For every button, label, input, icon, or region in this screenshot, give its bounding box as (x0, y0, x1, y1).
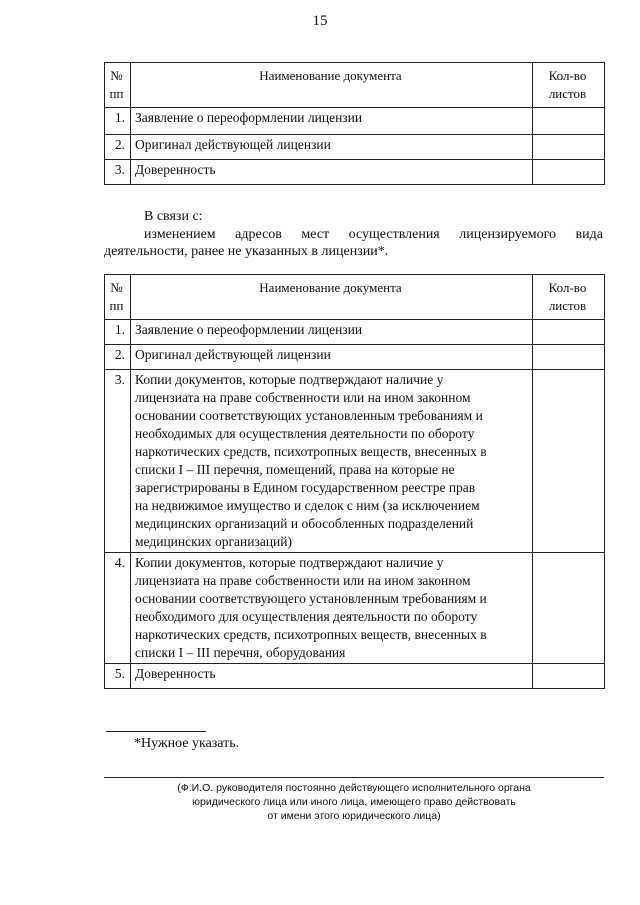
signature-caption (104, 781, 604, 823)
signature-caption-line-1: (Ф.И.О. руководителя постоянно действующего исполнительного органа (177, 782, 531, 794)
signature-caption-line-2: юридического лица или иного лица, имеющего право действовать (192, 796, 516, 808)
header-num-line1: № (110, 280, 123, 295)
row-name-line: Копии документов, которые подтверждают наличие у (135, 555, 444, 570)
row-name-line: основании соответствующего установленным требованиям и (135, 591, 487, 606)
table-row (105, 160, 605, 185)
row-num: 2. (105, 345, 131, 370)
row-name-line: медицинских организаций) (135, 534, 292, 549)
row-name-line: необходимого для осуществления деятельности по обороту (135, 609, 478, 624)
row-count (533, 664, 605, 689)
row-count (533, 135, 605, 160)
row-num: 2. (105, 135, 131, 160)
header-count (533, 63, 605, 108)
row-name-line: на недвижимое имущество и сделок с ним (за исключением (135, 498, 480, 513)
table-row (105, 345, 605, 370)
header-num (105, 275, 131, 320)
header-name: Наименование документа (131, 63, 533, 108)
header-num-line1: № (110, 68, 123, 83)
row-name (131, 553, 533, 664)
row-name: Оригинал действующей лицензии (131, 345, 533, 370)
row-name-line: Копии документов, которые подтверждают наличие у (135, 372, 444, 387)
header-count-line1: Кол-во (548, 280, 587, 295)
table-header-row (105, 275, 605, 320)
row-count (533, 345, 605, 370)
table-row (105, 135, 605, 160)
row-name-line: лицензиата на праве собственности или на ином законном (135, 390, 471, 405)
row-num: 3. (105, 160, 131, 185)
header-num (105, 63, 131, 108)
row-count (533, 370, 605, 553)
row-name-line: списки I – III перечня, помещений, права на которые не (135, 462, 455, 477)
row-name: Доверенность (131, 160, 533, 185)
table-row (105, 320, 605, 345)
paragraph-line-3: деятельности, ранее не указанных в лицензии*. (104, 244, 389, 259)
table-row (105, 370, 605, 553)
row-num: 4. (105, 553, 131, 664)
header-count-line2: листов (548, 298, 587, 313)
row-name-line: лицензиата на праве собственности или на ином законном (135, 573, 471, 588)
row-count (533, 320, 605, 345)
header-count-line2: листов (548, 86, 587, 101)
row-num: 3. (105, 370, 131, 553)
signature-caption-line-3: от имени этого юридического лица) (267, 810, 441, 822)
row-num: 1. (105, 108, 131, 135)
documents-table-1 (104, 62, 605, 185)
row-name-line: наркотических средств, психотропных веществ, внесенных в (135, 627, 487, 642)
row-name: Заявление о переоформлении лицензии (131, 320, 533, 345)
row-name-line: основании соответствующих установленным требованиям и (135, 408, 483, 423)
row-num: 1. (105, 320, 131, 345)
header-count (533, 275, 605, 320)
header-num-line2: пп (109, 86, 124, 101)
row-name-line: наркотических средств, психотропных веществ, внесенных в (135, 444, 487, 459)
row-name-line: медицинских организаций и обособленных подразделений (135, 516, 474, 531)
row-name: Заявление о переоформлении лицензии (131, 108, 533, 135)
row-name-line: необходимых для осуществления деятельности по обороту (135, 426, 475, 441)
row-name-line: списки I – III перечня, оборудования (135, 645, 346, 660)
row-name (131, 370, 533, 553)
documents-table-2 (104, 274, 605, 689)
row-name: Доверенность (131, 664, 533, 689)
row-count (533, 108, 605, 135)
paragraph-line-2: изменением адресов мест осуществления лицензируемого вида (144, 227, 603, 242)
table-row (105, 664, 605, 689)
header-count-line1: Кол-во (548, 68, 587, 83)
footnote-divider (106, 731, 206, 732)
page-number: 15 (312, 13, 328, 29)
row-count (533, 553, 605, 664)
table-header-row (105, 63, 605, 108)
header-name: Наименование документа (131, 275, 533, 320)
signature-line (104, 777, 604, 778)
row-name: Оригинал действующей лицензии (131, 135, 533, 160)
row-num: 5. (105, 664, 131, 689)
row-name-line: зарегистрированы в Едином государственном реестре прав (135, 480, 476, 495)
table-row (105, 553, 605, 664)
footnote: *Нужное указать. (134, 736, 240, 751)
paragraph-line-1: В связи с: (144, 209, 203, 224)
header-num-line2: пп (109, 298, 124, 313)
row-count (533, 160, 605, 185)
table-row (105, 108, 605, 135)
